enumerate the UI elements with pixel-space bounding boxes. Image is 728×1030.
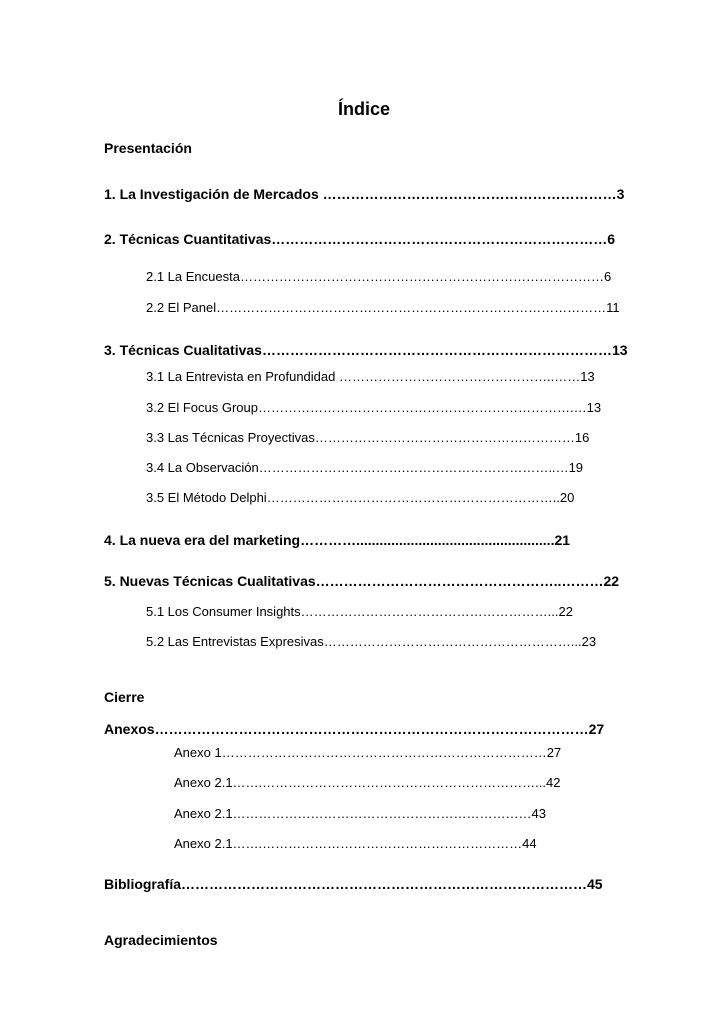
toc-entry-bibliografia: Bibliografía……………………………………………………………………………45 [104,876,603,892]
toc-entry-3-1: 3.1 La Entrevista en Profundidad …………………………………………..……13 [146,369,595,384]
toc-entry-3-2: 3.2 El Focus Group……………………………………………………………….…13 [146,400,602,415]
toc-entry-3-5: 3.5 El Método Delphi…………………………………………………………..20 [146,490,575,505]
toc-entry-5-2: 5.2 Las Entrevistas Expresivas…………………………………………………...23 [146,634,597,649]
toc-entry-2-1: 2.1 La Encuesta…………………………………………………………………………6 [146,269,612,284]
toc-entry-1: 1. La Investigación de Mercados ………………………………………………………3 [104,186,625,202]
toc-entry-anexo-2-1-b: Anexo 2.1……………………………………………………………43 [174,806,547,821]
toc-entry-2-2: 2.2 El Panel………………………………………………………………………………11 [146,300,620,315]
toc-entry-5: 5. Nuevas Técnicas Cualitativas……………………………………………..………22 [104,573,620,589]
toc-entry-5-1: 5.1 Los Consumer Insights…………………………………………………...22 [146,604,573,619]
toc-entry-3-4: 3.4 La Observación…………………………….……………………………..…19 [146,460,584,475]
toc-entry-anexos: Anexos…………………………………………………………………………………27 [104,721,605,737]
toc-entry-agradecimientos: Agradecimientos [104,932,218,948]
toc-entry-4: 4. La nueva era del marketing…………...................................................21 [104,532,571,548]
toc-title: Índice [337,99,390,119]
toc-entry-3: 3. Técnicas Cualitativas…………………………………………………………………13 [104,342,628,358]
toc-entry-2: 2. Técnicas Cuantitativas………………………………………………………………6 [104,231,616,247]
toc-entry-anexo-1: Anexo 1…………………………………………………………………27 [174,745,562,760]
toc-entry-cierre: Cierre [104,689,145,705]
toc-entry-3-3: 3.3 Las Técnicas Proyectivas……………………………………………………16 [146,430,590,445]
toc-entry-anexo-2-1-a: Anexo 2.1…….………………………………………………………...42 [174,775,561,790]
toc-entry-anexo-2-1-c: Anexo 2.1…….……………………………………………………44 [174,836,537,851]
toc-entry-presentacion: Presentación [104,140,192,156]
